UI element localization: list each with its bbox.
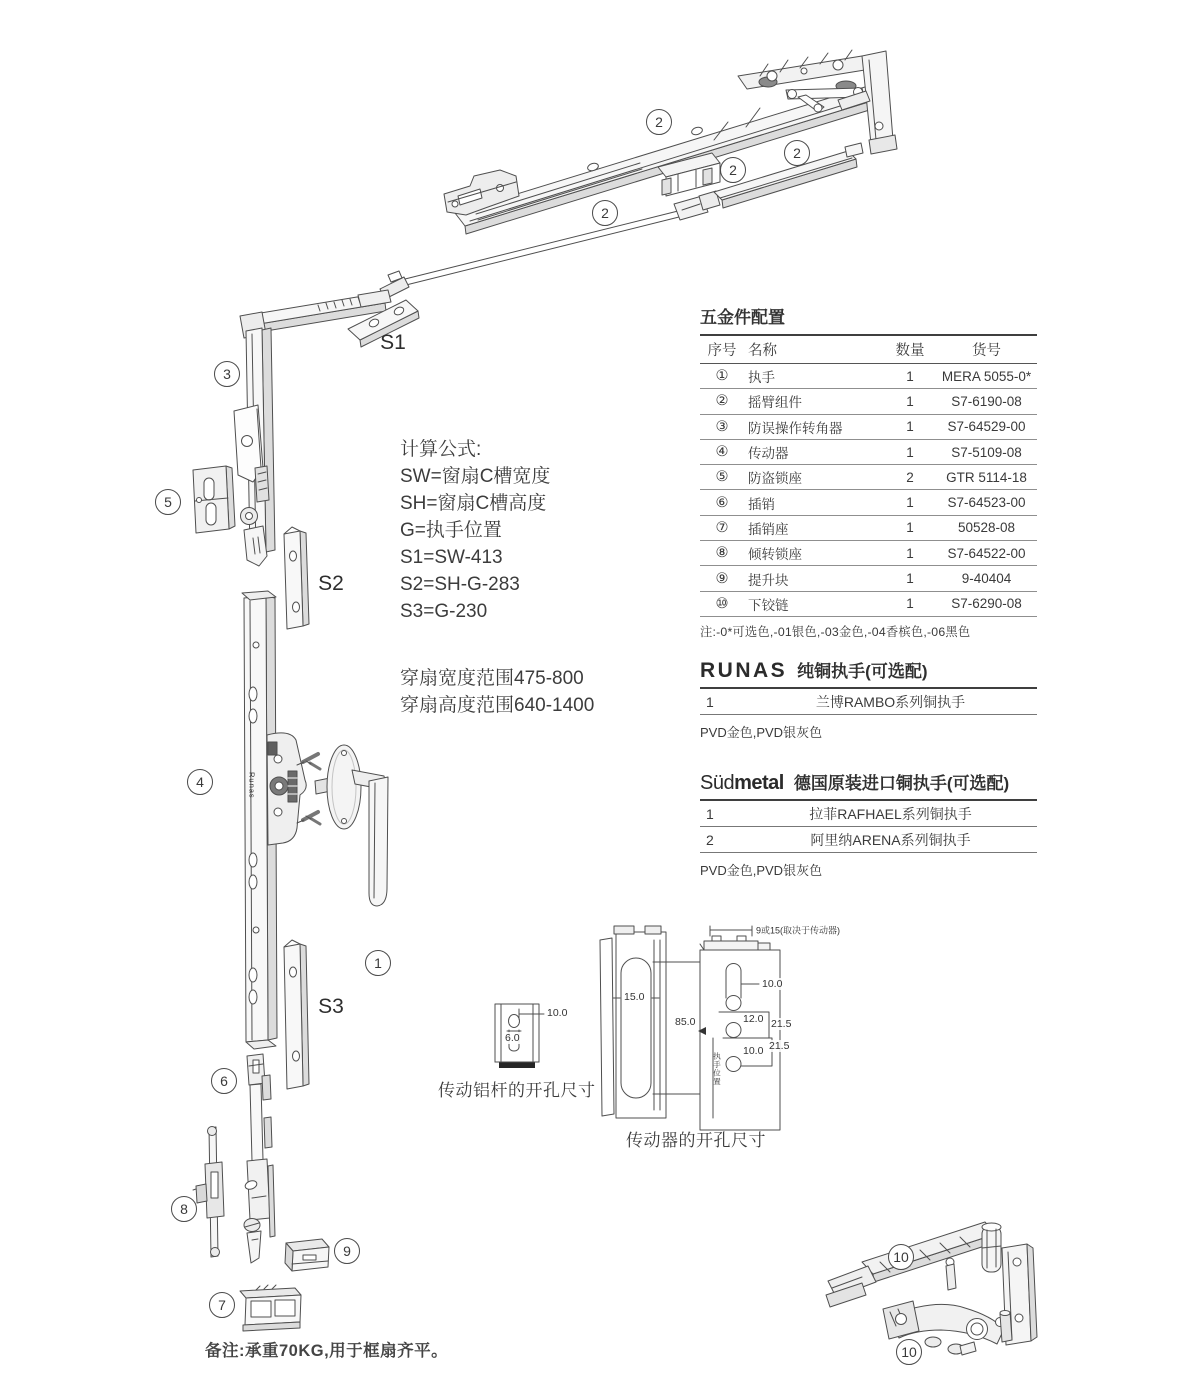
table-cell: 1 [906, 545, 914, 561]
table-cell: 2 [706, 831, 714, 848]
table-cell: S7-64523-00 [947, 495, 1026, 511]
table-cell: 倾转锁座 [748, 547, 802, 563]
label-10.0: 10.0 [762, 978, 783, 990]
label-12.0: 12.0 [743, 1013, 764, 1025]
table-cell: 1 [906, 419, 914, 435]
sudmetal-section-title: 德国原装进口铜执手(可选配) [793, 774, 1010, 793]
table-cell: 1 [906, 368, 914, 384]
table-cell: 执手 [748, 370, 775, 386]
table-cell: 插销座 [748, 521, 789, 537]
hardware-table-header [700, 336, 1037, 364]
table-cell: 提升块 [748, 572, 789, 588]
part-plate-s3 [284, 940, 309, 1089]
label-S3: S3 [318, 995, 344, 1018]
part-window-handle [306, 745, 388, 906]
table-row [700, 516, 1037, 541]
label-21.5: 21.5 [769, 1040, 790, 1052]
table-cell: S7-6290-08 [951, 596, 1022, 612]
table-cell: 插销 [748, 496, 775, 512]
text-line: G=执手位置 [400, 520, 502, 541]
table-row [700, 415, 1037, 440]
label-6.0: 6.0 [505, 1032, 520, 1044]
callout-2: 2 [784, 140, 810, 166]
sudmetal-header [700, 769, 1037, 801]
table-cell: ② [715, 393, 729, 410]
header-cell: 名称 [748, 343, 777, 359]
table-cell: S7-64522-00 [947, 545, 1026, 561]
table-cell: S7-5109-08 [951, 444, 1022, 460]
label-传动铝杆的开孔尺寸: 传动铝杆的开孔尺寸 [438, 1081, 596, 1100]
callout-9: 9 [334, 1238, 360, 1264]
table-cell: ⑤ [715, 469, 729, 486]
table-row [700, 389, 1037, 414]
table-cell: ⑥ [715, 494, 729, 511]
part-shoot-bolt [244, 1054, 275, 1263]
runas-color-options: PVD金色,PVD银灰色 [700, 725, 823, 740]
label-9或15(取决于传动器): 9或15(取决于传动器) [756, 925, 841, 936]
table-cell: 下铰链 [748, 597, 789, 613]
table-cell: ③ [715, 418, 729, 435]
part-bolt-keeper [240, 1285, 301, 1331]
table-cell: 1 [906, 520, 914, 536]
callout-5: 5 [155, 489, 181, 515]
table-cell: 防盗锁座 [748, 471, 802, 487]
runas-rows [700, 689, 1037, 715]
table-cell: S7-6190-08 [951, 393, 1022, 409]
label-Runas: Runas [247, 772, 257, 799]
table-row [700, 827, 1037, 853]
table-cell: 2 [906, 469, 914, 485]
sudmetal-optional-section [700, 769, 1037, 879]
callout-4: 4 [187, 769, 213, 795]
runas-brand-logo: RUNAS [700, 659, 788, 682]
table-row [700, 440, 1037, 465]
table-cell: ⑧ [715, 545, 729, 562]
figure-rod-drill [495, 1004, 544, 1068]
callout-2: 2 [592, 200, 618, 226]
runas-section-title: 纯铜执手(可选配) [797, 662, 928, 681]
runas-optional-section [700, 657, 1037, 741]
table-row [700, 541, 1037, 566]
table-cell: ⑨ [715, 570, 729, 587]
formulas-title: 计算公式: [400, 439, 482, 460]
table-cell: 阿里纳ARENA系列铜执手 [810, 831, 971, 848]
callout-2: 2 [720, 157, 746, 183]
table-cell: 1 [706, 805, 714, 822]
hardware-table-title: 五金件配置 [700, 303, 1037, 336]
table-cell: ⑩ [715, 595, 729, 612]
callout-7: 7 [209, 1292, 235, 1318]
label-传动器的开孔尺寸: 传动器的开孔尺寸 [626, 1131, 766, 1150]
table-cell: ① [715, 368, 729, 385]
table-cell: 传动器 [748, 446, 789, 462]
part-tilt-keeper [193, 1127, 224, 1258]
table-cell: 9-40404 [961, 571, 1012, 587]
part-security-keeper [193, 466, 235, 533]
table-cell: GTR 5114-18 [946, 469, 1027, 485]
text-line: S3=G-230 [400, 601, 488, 622]
text-line: SW=窗扇C槽宽度 [400, 466, 551, 487]
table-cell: 1 [906, 393, 914, 409]
table-row [700, 689, 1037, 715]
table-cell: 1 [906, 571, 914, 587]
table-cell: 1 [906, 596, 914, 612]
callout-2: 2 [646, 109, 672, 135]
text-line: 穿扇高度范围640-1400 [400, 695, 595, 716]
part-drive-rod [380, 196, 708, 299]
table-cell: MERA 5055-0* [941, 368, 1032, 384]
hardware-config-table [700, 303, 1037, 640]
text-line: S1=SW-413 [400, 547, 503, 568]
label-S1: S1 [380, 331, 406, 354]
text-line: SH=窗扇C槽高度 [400, 493, 547, 514]
text-line: 穿扇宽度范围475-800 [400, 668, 584, 689]
figure-gear-plate [698, 926, 780, 1130]
text-line: S2=SH-G-283 [400, 574, 520, 595]
bottom-note: 备注:承重70KG,用于框扇齐平。 [205, 1342, 449, 1360]
callout-3: 3 [214, 361, 240, 387]
table-cell: S7-64529-00 [947, 419, 1026, 435]
hardware-table-body [700, 364, 1037, 617]
label-21.5: 21.5 [771, 1018, 792, 1030]
callout-10: 10 [888, 1244, 914, 1270]
header-cell: 序号 [707, 343, 737, 359]
table-row [700, 801, 1037, 827]
callout-1: 1 [365, 950, 391, 976]
table-row [700, 592, 1037, 617]
table-cell: 50528-08 [957, 520, 1016, 536]
table-cell: 1 [906, 495, 914, 511]
table-cell: 兰博RAMBO系列铜执手 [815, 693, 966, 710]
runas-header [700, 657, 1037, 689]
table-cell: 摇臂组件 [748, 395, 802, 411]
header-cell: 数量 [895, 343, 925, 359]
part-lift-block [285, 1239, 329, 1271]
table-cell: ⑦ [715, 519, 729, 536]
sudmetal-brand-logo: Südmetal [700, 772, 784, 794]
formulas-lines [400, 463, 550, 625]
table-cell: 1 [906, 444, 914, 460]
label-10.0: 10.0 [743, 1045, 764, 1057]
formulas-block [400, 436, 550, 625]
table-row [700, 465, 1037, 490]
callout-6: 6 [211, 1068, 237, 1094]
table-row [700, 490, 1037, 515]
label-15.0: 15.0 [624, 991, 645, 1003]
figure-profile-slot [600, 926, 706, 1118]
part-bottom-hinge-base [883, 1301, 1012, 1355]
table-row [700, 364, 1037, 389]
hardware-table-footnote: 注:-0*可选色,-01银色,-03金色,-04香槟色,-06黑色 [700, 624, 971, 639]
sash-range-block [400, 665, 594, 719]
callout-8: 8 [171, 1196, 197, 1222]
table-row [700, 566, 1037, 591]
sudmetal-rows [700, 801, 1037, 853]
header-cell: 货号 [972, 343, 1001, 359]
part-plate-s2 [284, 527, 309, 629]
table-cell: 防误操作转角器 [748, 420, 843, 436]
sudmetal-color-options: PVD金色,PVD银灰色 [700, 863, 823, 878]
label-10.0: 10.0 [547, 1007, 568, 1019]
table-cell: 1 [706, 693, 714, 710]
label-S2: S2 [318, 572, 344, 595]
label-85.0: 85.0 [675, 1016, 696, 1028]
callout-10: 10 [896, 1339, 922, 1365]
label-执手位置: 执手位置 [712, 1052, 722, 1086]
table-cell: ④ [715, 444, 729, 461]
table-cell: 拉菲RAFHAEL系列铜执手 [809, 805, 972, 822]
